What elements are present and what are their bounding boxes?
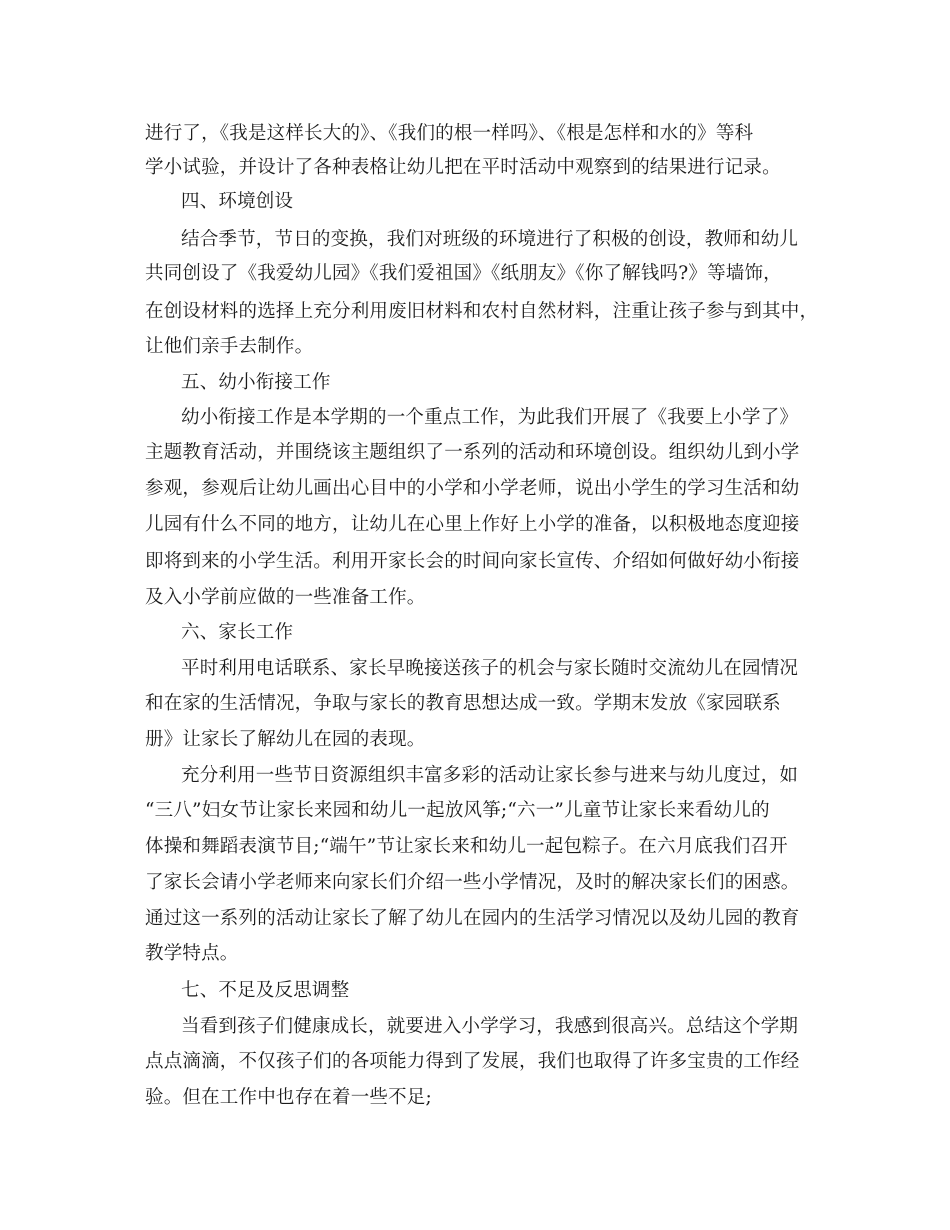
section-heading: 七、不足及反思调整 [181, 980, 350, 1001]
section-heading: 四、环境创设 [181, 191, 294, 212]
body-text-line: “三八”妇女节让家长来园和幼儿一起放风筝;“六一”儿童节让家长来看幼儿的 [145, 800, 770, 821]
body-text-line: 进行了，《我是这样长大的》、《我们的根一样吗》、《根是怎样和水的》等科 [145, 123, 754, 144]
paragraph-first-line: 幼小衔接工作是本学期的一个重点工作，为此我们开展了《我要上小学了》 [181, 407, 799, 428]
body-text-line: 在创设材料的选择上充分利用废旧材料和农村自然材料，注重让孩子参与到其中， [145, 301, 819, 322]
paragraph-first-line: 平时利用电话联系、家长早晚接送孩子的机会与家长随时交流幼儿在园情况 [181, 658, 799, 679]
body-text-line: 参观，参观后让幼儿画出心目中的小学和小学老师，说出小学生的学习生活和幼 [145, 478, 800, 499]
paragraph-first-line: 结合季节，节日的变换，我们对班级的环境进行了积极的创设，教师和幼儿 [181, 229, 799, 250]
body-text-line: 及入小学前应做的一些准备工作。 [145, 587, 426, 608]
paragraph-first-line: 当看到孩子们健康成长，就要进入小学学习，我感到很高兴。总结这个学期 [181, 1016, 799, 1037]
body-text-line: 主题教育活动，并围绕该主题组织了一系列的活动和环境创设。组织幼儿到小学 [145, 442, 800, 463]
body-text-line: 点点滴滴，不仅孩子们的各项能力得到了发展，我们也取得了许多宝贵的工作经 [145, 1051, 800, 1072]
body-text-line: 儿园有什么不同的地方，让幼儿在心里上作好上小学的准备，以积极地态度迎接 [145, 514, 800, 535]
body-text-line: 即将到来的小学生活。利用开家长会的时间向家长宣传、介绍如何做好幼小衔接 [145, 551, 800, 572]
body-text-line: 册》让家长了解幼儿在园的表现。 [145, 729, 426, 750]
body-text-line: 体操和舞蹈表演节目;“端午”节让家长来和幼儿一起包粽子。在六月底我们召开 [145, 836, 788, 857]
section-heading: 五、幼小衔接工作 [181, 372, 331, 393]
body-text-line: 通过这一系列的活动让家长了解了幼儿在园内的生活学习情况以及幼儿园的教育 [145, 908, 800, 929]
body-text-line: 教学特点。 [145, 943, 239, 964]
body-text-line: 共同创设了《我爱幼儿园》《我们爱祖国》《纸朋友》《你了解钱吗?》等墙饰， [145, 263, 782, 284]
body-text-line: 了家长会请小学老师来向家长们介绍一些小学情况，及时的解决家长们的困惑。 [145, 872, 800, 893]
body-text-line: 学小试验，并设计了各种表格让幼儿把在平时活动中观察到的结果进行记录。 [145, 157, 781, 178]
body-text-line: 和在家的生活情况，争取与家长的教育思想达成一致。学期末发放《家园联系 [145, 693, 781, 714]
section-heading: 六、家长工作 [181, 622, 294, 643]
paragraph-first-line: 充分利用一些节日资源组织丰富多彩的活动让家长参与进来与幼儿度过，如 [181, 765, 799, 786]
body-text-line: 验。但在工作中也存在着一些不足; [145, 1087, 432, 1108]
body-text-line: 让他们亲手去制作。 [145, 336, 314, 357]
